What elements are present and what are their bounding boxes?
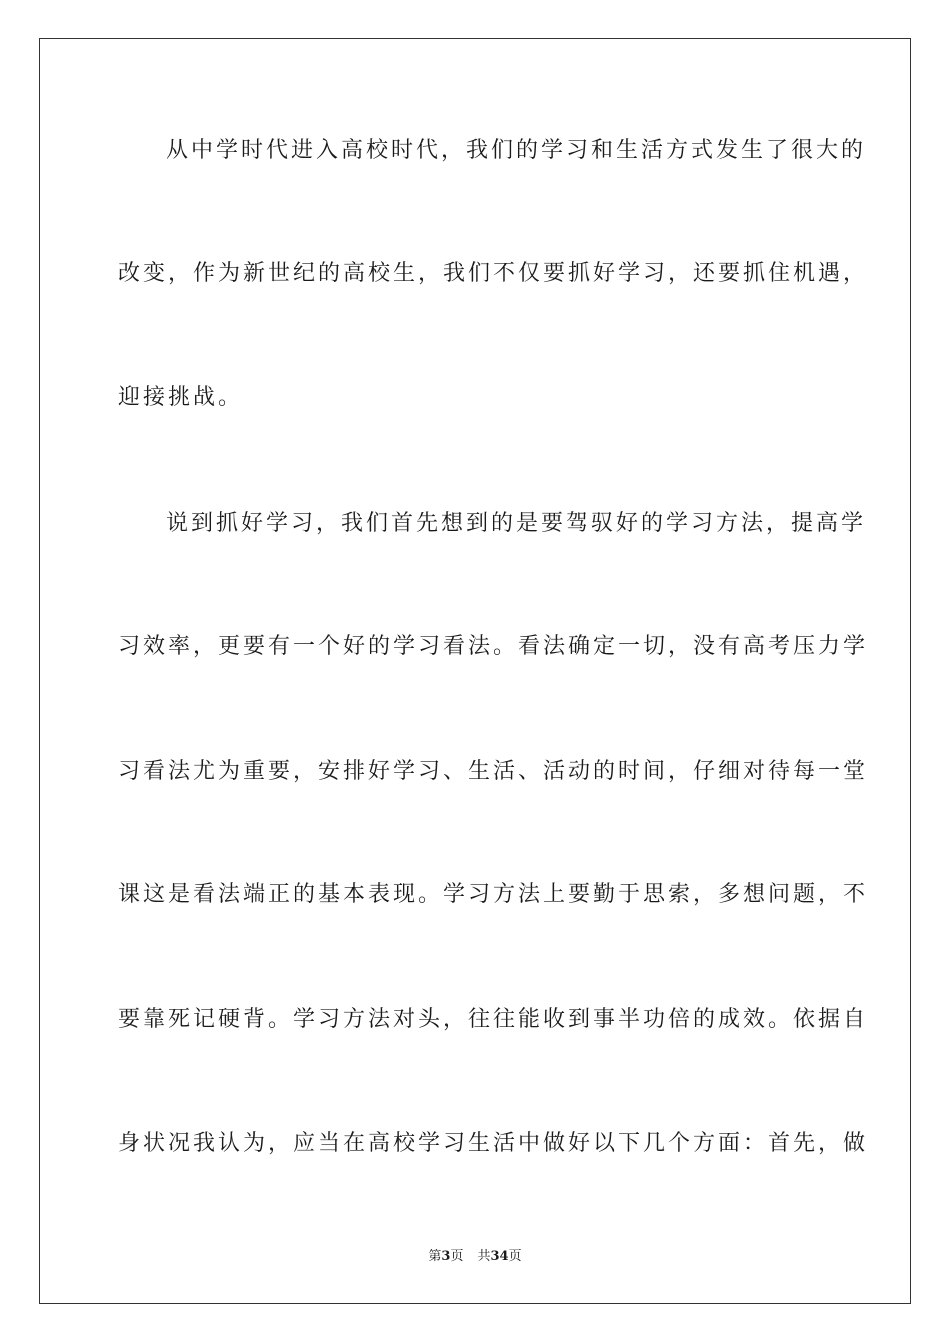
paragraph-1-line-2: 改变，作为新世纪的高校生，我们不仅要抓好学习，还要抓住机遇， xyxy=(118,261,869,286)
paragraph-1-line-1: 从中学时代进入高校时代，我们的学习和生活方式发生了很大的 xyxy=(166,138,867,163)
paragraph-1-line-3: 迎接挑战。 xyxy=(118,385,244,410)
total-pages: 34 xyxy=(490,1249,509,1264)
paragraph-2-line-5: 要靠死记硬背。学习方法对头，往往能收到事半功倍的成效。依据自 xyxy=(118,1007,869,1032)
paragraph-2-line-3: 习看法尤为重要，安排好学习、生活、活动的时间，仔细对待每一堂 xyxy=(118,759,869,784)
page-border xyxy=(39,38,911,1304)
paragraph-2-line-2: 习效率，更要有一个好的学习看法。看法确定一切，没有高考压力学 xyxy=(118,634,869,659)
total-suffix: 页 xyxy=(508,1249,522,1264)
total-prefix: 共 xyxy=(477,1249,491,1264)
page-suffix: 页 xyxy=(450,1249,464,1264)
page-prefix: 第 xyxy=(428,1249,442,1264)
page-footer xyxy=(0,1248,950,1266)
paragraph-2-line-6: 身状况我认为，应当在高校学习生活中做好以下几个方面：首先，做 xyxy=(118,1131,869,1156)
page-number: 3 xyxy=(441,1249,451,1264)
paragraph-2-line-1: 说到抓好学习，我们首先想到的是要驾驭好的学习方法，提高学 xyxy=(166,511,867,536)
paragraph-2-line-4: 课这是看法端正的基本表现。学习方法上要勤于思索，多想问题，不 xyxy=(118,882,869,907)
